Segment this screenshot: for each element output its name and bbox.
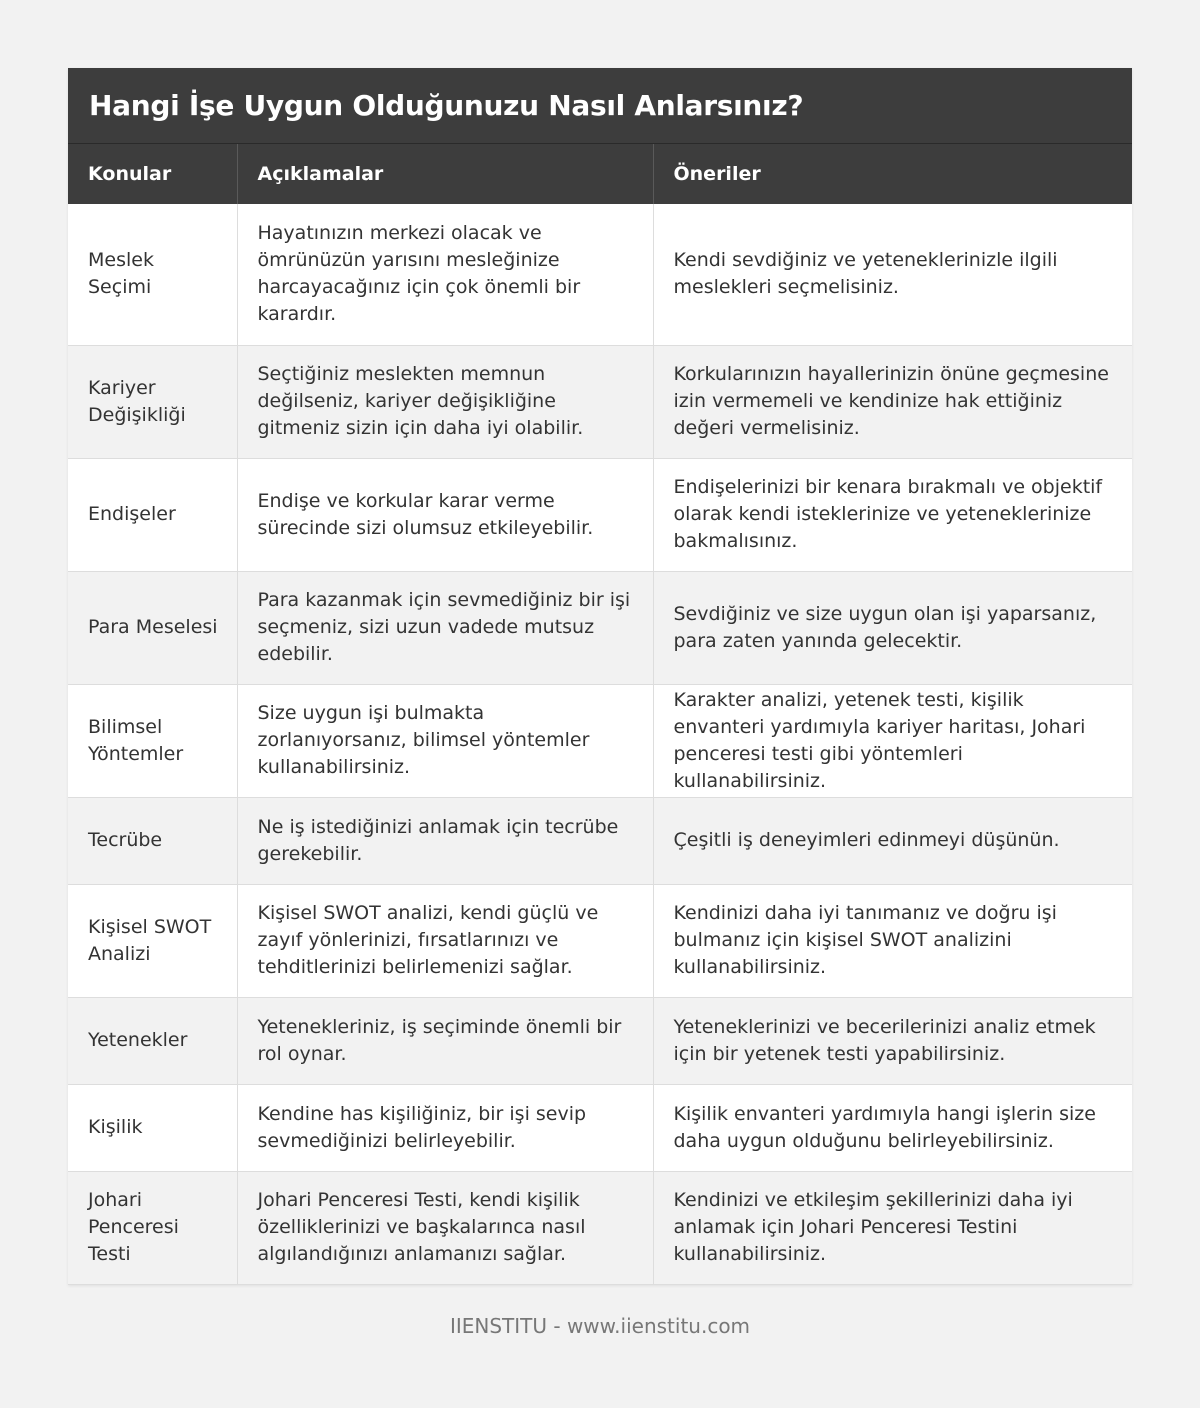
topic-cell: Bilimsel Yöntemler bbox=[68, 684, 237, 797]
table-row bbox=[68, 345, 1132, 458]
description-cell: Ne iş istediğinizi anlamak için tecrübe gerekebilir. bbox=[237, 797, 653, 884]
suggestion-cell: Çeşitli iş deneyimleri edinmeyi düşünün. bbox=[653, 797, 1132, 884]
table-row bbox=[68, 884, 1132, 997]
suggestion-cell: Karakter analizi, yetenek testi, kişilik envanteri yardımıyla kariyer haritası, Johari penceresi testi gibi yöntemleri kullanabilirsiniz. bbox=[653, 684, 1132, 797]
topic-cell: Kariyer Değişikliği bbox=[68, 345, 237, 458]
table-row bbox=[68, 1084, 1132, 1171]
topic-cell: Kişisel SWOT Analizi bbox=[68, 884, 237, 997]
topic-cell: Para Meselesi bbox=[68, 571, 237, 684]
suggestion-cell: Yeteneklerinizi ve becerilerinizi analiz etmek için bir yetenek testi yapabilirsiniz. bbox=[653, 997, 1132, 1084]
topic-cell: Tecrübe bbox=[68, 797, 237, 884]
table-row bbox=[68, 571, 1132, 684]
description-cell: Hayatınızın merkezi olacak ve ömrünüzün yarısını mesleğinize harcayacağınız için çok önemli bir karardır. bbox=[237, 204, 653, 345]
suggestion-cell: Kendi sevdiğiniz ve yeteneklerinizle ilgili meslekleri seçmelisiniz. bbox=[653, 204, 1132, 345]
description-cell: Yetenekleriniz, iş seçiminde önemli bir rol oynar. bbox=[237, 997, 653, 1084]
table-body bbox=[68, 204, 1132, 1284]
topic-cell: Meslek Seçimi bbox=[68, 204, 237, 345]
topic-cell: Johari Penceresi Testi bbox=[68, 1171, 237, 1284]
content-card bbox=[68, 68, 1132, 1285]
topic-cell: Endişeler bbox=[68, 458, 237, 571]
table-row bbox=[68, 997, 1132, 1084]
topic-cell: Kişilik bbox=[68, 1084, 237, 1171]
description-cell: Johari Penceresi Testi, kendi kişilik özelliklerinizi ve başkalarınca nasıl algılandığınızı anlamanızı sağlar. bbox=[237, 1171, 653, 1284]
suggestion-cell: Sevdiğiniz ve size uygun olan işi yaparsanız, para zaten yanında gelecektir. bbox=[653, 571, 1132, 684]
table-header bbox=[68, 144, 1132, 204]
description-cell: Kendine has kişiliğiniz, bir işi sevip sevmediğinizi belirleyebilir. bbox=[237, 1084, 653, 1171]
info-table bbox=[68, 144, 1132, 1285]
description-cell: Kişisel SWOT analizi, kendi güçlü ve zayıf yönlerinizi, fırsatlarınızı ve tehditlerinizi belirlemenizi sağlar. bbox=[237, 884, 653, 997]
table-row bbox=[68, 684, 1132, 797]
description-cell: Para kazanmak için sevmediğiniz bir işi seçmeniz, sizi uzun vadede mutsuz edebilir. bbox=[237, 571, 653, 684]
column-header-topics: Konular bbox=[68, 144, 237, 204]
page-title: Hangi İşe Uygun Olduğunuzu Nasıl Anlarsınız? bbox=[89, 89, 804, 122]
suggestion-cell: Kendinizi ve etkileşim şekillerinizi daha iyi anlamak için Johari Penceresi Testini kullanabilirsiniz. bbox=[653, 1171, 1132, 1284]
table-row bbox=[68, 458, 1132, 571]
description-cell: Endişe ve korkular karar verme sürecinde sizi olumsuz etkileyebilir. bbox=[237, 458, 653, 571]
description-cell: Seçtiğiniz meslekten memnun değilseniz, kariyer değişikliğine gitmeniz sizin için daha iyi olabilir. bbox=[237, 345, 653, 458]
suggestion-cell: Endişelerinizi bir kenara bırakmalı ve objektif olarak kendi isteklerinize ve yeteneklerinize bakmalısınız. bbox=[653, 458, 1132, 571]
table-row bbox=[68, 797, 1132, 884]
title-bar bbox=[68, 68, 1132, 144]
suggestion-cell: Kendinizi daha iyi tanımanız ve doğru işi bulmanız için kişisel SWOT analizini kullanabilirsiniz. bbox=[653, 884, 1132, 997]
column-header-suggestions: Öneriler bbox=[653, 144, 1132, 204]
footer-credit: IIENSTITU - www.iienstitu.com bbox=[449, 1314, 751, 1338]
table-row bbox=[68, 1171, 1132, 1284]
table-row bbox=[68, 204, 1132, 345]
suggestion-cell: Korkularınızın hayallerinizin önüne geçmesine izin vermemeli ve kendinize hak ettiğiniz değeri vermelisiniz. bbox=[653, 345, 1132, 458]
column-header-descriptions: Açıklamalar bbox=[237, 144, 653, 204]
suggestion-cell: Kişilik envanteri yardımıyla hangi işlerin size daha uygun olduğunu belirleyebilirsiniz. bbox=[653, 1084, 1132, 1171]
description-cell: Size uygun işi bulmakta zorlanıyorsanız, bilimsel yöntemler kullanabilirsiniz. bbox=[237, 684, 653, 797]
topic-cell: Yetenekler bbox=[68, 997, 237, 1084]
